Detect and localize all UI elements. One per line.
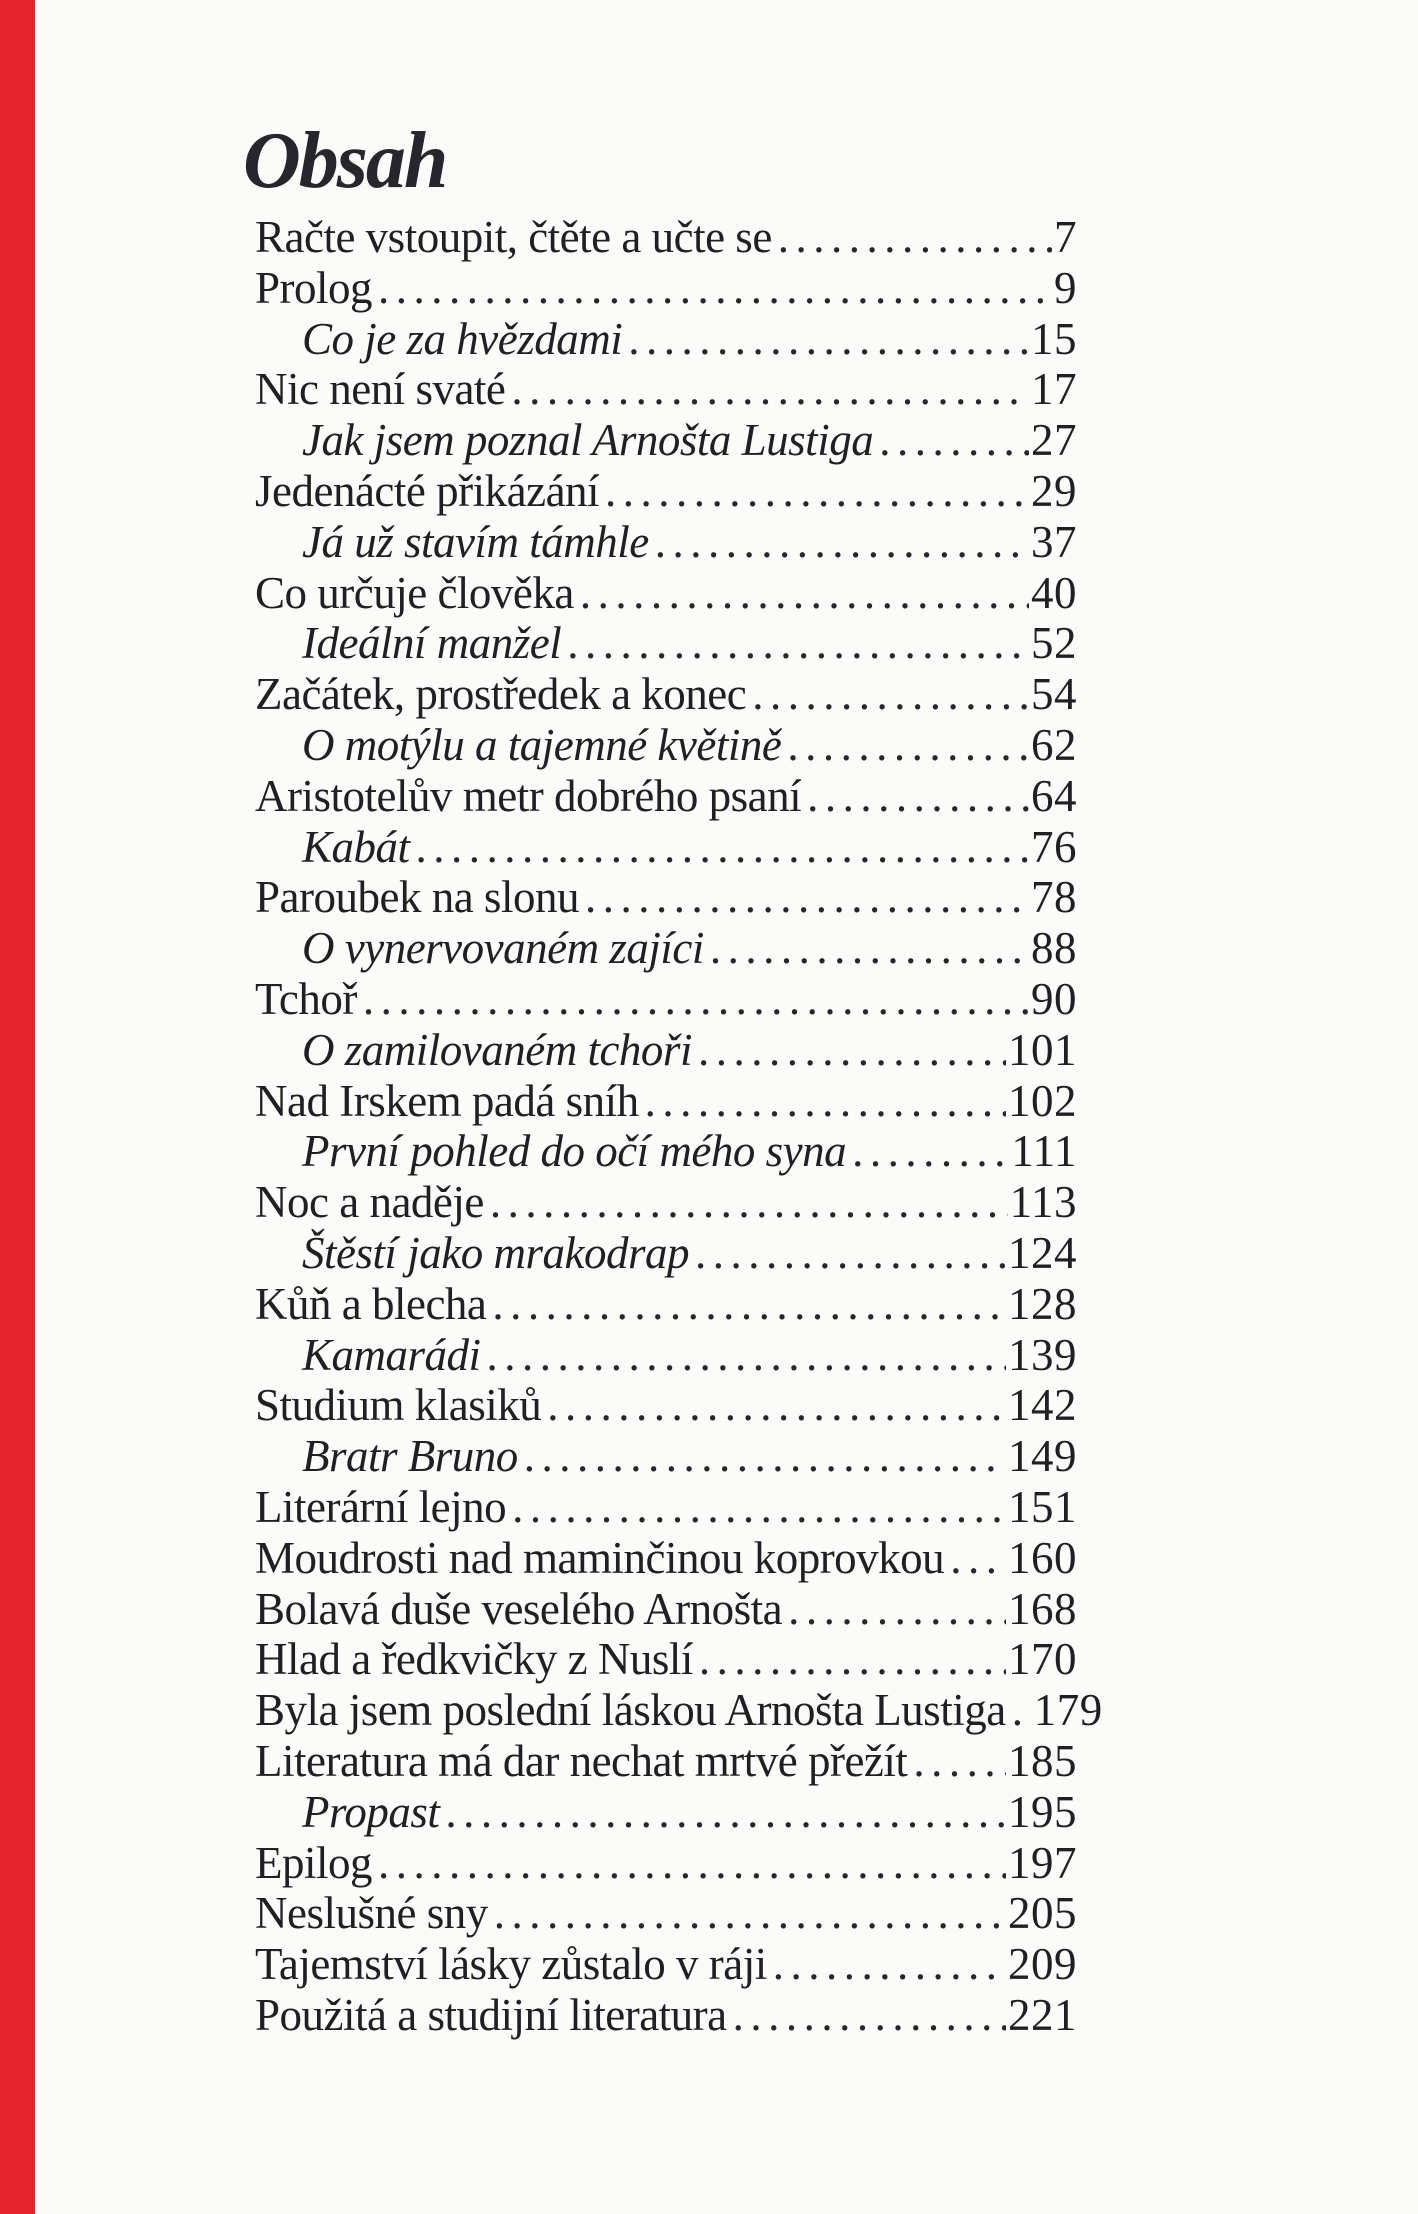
toc-page-number: 78	[1031, 872, 1077, 923]
toc-entry	[255, 974, 1077, 1025]
toc-entry	[255, 1279, 1077, 1330]
toc-page-number: 168	[1008, 1583, 1077, 1634]
dot-leader	[1012, 1685, 1032, 1736]
toc-entry-label: Paroubek na slonu	[255, 872, 579, 923]
toc-entry-label: Tchoř	[255, 973, 357, 1024]
toc-entry-label: Kamarádi	[302, 1329, 481, 1380]
toc-entry	[255, 720, 1077, 771]
toc-page-number: 149	[1008, 1431, 1077, 1482]
toc-entry	[255, 1533, 1077, 1584]
dot-leader	[645, 1076, 1006, 1127]
toc-entry-label: Já už stavím támhle	[302, 516, 649, 567]
toc-entry	[255, 517, 1077, 568]
toc-page-number: 40	[1031, 567, 1077, 618]
toc-entry	[255, 822, 1077, 873]
toc-entry-label: Kabát	[302, 821, 410, 872]
toc-entry-label: Neslušné sny	[255, 1888, 488, 1939]
toc-page-number: 76	[1031, 821, 1077, 872]
toc-page-number: 142	[1008, 1380, 1077, 1431]
dot-leader	[807, 771, 1029, 822]
toc-entry	[255, 1177, 1077, 1228]
dot-leader	[511, 364, 1029, 415]
toc-entry-label: Bratr Bruno	[302, 1431, 518, 1482]
dot-leader	[655, 517, 1029, 568]
dot-leader	[710, 923, 1029, 974]
toc-entry	[255, 263, 1077, 314]
toc-page-number: 62	[1031, 719, 1077, 770]
toc-page-number: 64	[1031, 770, 1077, 821]
toc-entry-label: O vynervovaném zajíci	[302, 923, 704, 974]
toc-entry	[255, 1431, 1077, 1482]
toc-entry-label: Studium klasiků	[255, 1380, 542, 1431]
dot-leader	[879, 415, 1029, 466]
toc-page-number: 37	[1031, 516, 1077, 567]
toc-entry-label: Ideální manžel	[302, 618, 562, 669]
toc-entry	[255, 1685, 1103, 1736]
toc-page-number: 151	[1008, 1481, 1077, 1532]
toc-entry	[255, 1025, 1077, 1076]
dot-leader	[580, 568, 1029, 619]
dot-leader	[585, 872, 1029, 923]
toc-page-number: 124	[1008, 1227, 1077, 1278]
toc-entry	[255, 1482, 1077, 1533]
toc-entry-label: Jak jsem poznal Arnošta Lustiga	[302, 415, 874, 466]
dot-leader	[524, 1431, 1006, 1482]
toc-page-number: 52	[1031, 618, 1077, 669]
toc-entry-label: Aristotelův metr dobrého psaní	[255, 770, 802, 821]
toc-entry-label: Tajemství lásky zůstalo v ráji	[255, 1939, 767, 1990]
toc-entry-label: Literatura má dar nechat mrtvé přežít	[255, 1735, 908, 1786]
toc-page-number: 113	[1009, 1177, 1077, 1228]
toc-entry	[255, 1736, 1077, 1787]
toc-entry-label: Co je za hvězdami	[302, 313, 623, 364]
toc-entry	[255, 1634, 1077, 1685]
toc-page-number: 160	[1008, 1532, 1077, 1583]
dot-leader	[487, 1330, 1006, 1381]
dot-leader	[363, 974, 1029, 1025]
dot-leader	[416, 822, 1029, 873]
toc-entry	[255, 618, 1077, 669]
toc-entry-label: Štěstí jako mrakodrap	[302, 1227, 689, 1278]
toc-entry-label: Propast	[302, 1786, 440, 1837]
scan-edge-red-stripe	[0, 0, 35, 2214]
toc-entry	[255, 466, 1077, 517]
toc-entry-label: Noc a naděje	[255, 1177, 484, 1228]
toc-entry	[255, 1584, 1077, 1635]
toc-entry	[255, 1076, 1077, 1127]
dot-leader	[512, 1482, 1006, 1533]
toc-entry-label: Epilog	[255, 1837, 372, 1888]
toc-page-number: 195	[1008, 1786, 1077, 1837]
dot-leader	[950, 1533, 1006, 1584]
toc-entry-label: Nic není svaté	[255, 364, 506, 415]
toc-page-number: 205	[1008, 1888, 1077, 1939]
toc-entry-label: Hlad a ředkvičky z Nuslí	[255, 1634, 693, 1685]
dot-leader	[605, 466, 1029, 517]
toc-entry	[255, 1888, 1077, 1939]
dot-leader	[445, 1787, 1006, 1838]
toc-entry-label: Nad Irskem padá sníh	[255, 1075, 639, 1126]
toc-entry	[255, 415, 1077, 466]
toc-page-number: 54	[1031, 669, 1077, 720]
toc-page-number: 90	[1031, 973, 1077, 1024]
toc-page-number: 139	[1008, 1329, 1077, 1380]
toc-entry	[255, 568, 1077, 619]
toc-page-number: 128	[1008, 1278, 1077, 1329]
toc-entry-label: Začátek, prostředek a konec	[255, 669, 747, 720]
toc-page-number: 29	[1031, 465, 1077, 516]
dot-leader	[695, 1228, 1006, 1279]
dot-leader	[913, 1736, 1006, 1787]
dot-leader	[698, 1025, 1006, 1076]
toc-entry	[255, 771, 1077, 822]
toc-entry-label: Literární lejno	[255, 1481, 507, 1532]
toc-entry-label: První pohled do očí mého syna	[302, 1126, 847, 1177]
toc-entry	[255, 1939, 1077, 1990]
toc-page-number: 209	[1008, 1939, 1077, 1990]
dot-leader	[788, 1584, 1006, 1635]
toc-entry-label: Bolavá duše veselého Arnošta	[255, 1583, 783, 1634]
dot-leader	[628, 314, 1029, 365]
toc-entry-label: O motýlu a tajemné květině	[302, 719, 782, 770]
dot-leader	[733, 1990, 1006, 2041]
dot-leader	[490, 1177, 1008, 1228]
toc-entry-label: Použitá a studijní literatura	[255, 1989, 727, 2040]
dot-leader	[787, 720, 1029, 771]
dot-leader	[773, 1939, 1006, 1990]
toc-entry	[255, 314, 1077, 365]
toc-entry-label: Byla jsem poslední láskou Arnošta Lustiga	[255, 1685, 1006, 1736]
toc-entry	[255, 1228, 1077, 1279]
toc-entry	[255, 1838, 1077, 1889]
toc-entry-label: Račte vstoupit, čtěte a učte se	[255, 212, 772, 262]
toc-page-number: 179	[1033, 1685, 1103, 1736]
toc-page-number: 185	[1008, 1735, 1077, 1786]
toc-entry-label: Prolog	[255, 262, 373, 313]
toc-page-number: 15	[1031, 313, 1077, 364]
toc-entry	[255, 364, 1077, 415]
dot-leader	[778, 212, 1052, 263]
toc-page-number: 88	[1031, 923, 1077, 974]
toc-page-number: 221	[1008, 1989, 1077, 2040]
toc-page-number: 102	[1008, 1075, 1077, 1126]
table-of-contents	[255, 212, 1103, 2041]
toc-page-number: 197	[1008, 1837, 1077, 1888]
toc-entry	[255, 1990, 1077, 2041]
dot-leader	[547, 1380, 1006, 1431]
toc-entry	[255, 1330, 1077, 1381]
toc-entry-label: Kůň a blecha	[255, 1278, 487, 1329]
dot-leader	[567, 618, 1029, 669]
toc-entry	[255, 1126, 1077, 1177]
toc-entry-label: Jedenácté přikázání	[255, 465, 600, 516]
toc-entry-label: Co určuje člověka	[255, 567, 574, 618]
dot-leader	[752, 669, 1029, 720]
toc-page-number: 111	[1011, 1126, 1077, 1177]
toc-entry	[255, 1380, 1077, 1431]
toc-entry-label: Moudrosti nad maminčinou koprovkou	[255, 1532, 945, 1583]
toc-entry	[255, 1787, 1077, 1838]
toc-page-number: 9	[1054, 262, 1077, 313]
toc-entry-label: O zamilovaném tchoři	[302, 1024, 692, 1075]
toc-page-number: 101	[1008, 1024, 1077, 1075]
toc-page-number: 170	[1008, 1634, 1077, 1685]
toc-entry	[255, 212, 1077, 263]
toc-entry	[255, 923, 1077, 974]
toc-page-number: 17	[1031, 364, 1077, 415]
page-title: Obsah	[243, 116, 447, 205]
dot-leader	[699, 1634, 1006, 1685]
toc-page-number: 27	[1031, 415, 1077, 466]
dot-leader	[852, 1126, 1009, 1177]
dot-leader	[494, 1888, 1006, 1939]
toc-entry	[255, 669, 1077, 720]
toc-entry	[255, 872, 1077, 923]
dot-leader	[378, 263, 1052, 314]
toc-page-number: 7	[1054, 212, 1077, 262]
dot-leader	[378, 1838, 1006, 1889]
dot-leader	[492, 1279, 1006, 1330]
